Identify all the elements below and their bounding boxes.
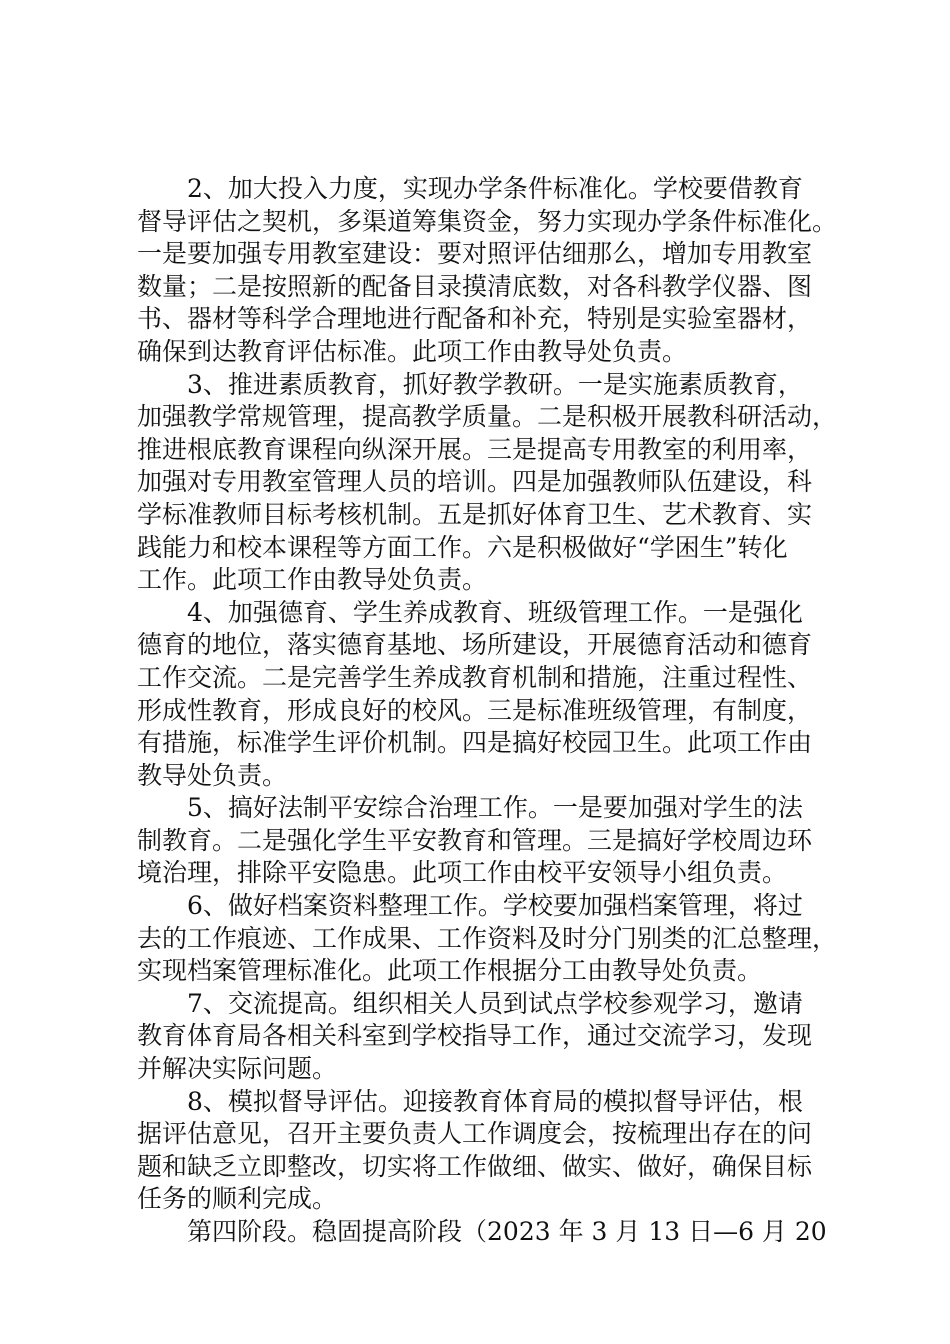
text-line: 第四阶段。稳固提高阶段（2023 年 3 月 13 日—6 月 20 (187, 1217, 827, 1246)
text-line: 一是要加强专用教室建设：要对照评估细那么，增加专用教室 (137, 239, 813, 269)
text-line: 工作。此项工作由教导处负责。 (137, 565, 488, 595)
text-line: 加强对专用教室管理人员的培训。四是加强教师队伍建设，科 (137, 467, 813, 497)
text-line: 实现档案管理标准化。此项工作根据分工由教导处负责。 (137, 956, 763, 986)
text-line: 任务的顺利完成。 (137, 1184, 338, 1214)
text-line: 推进根底教育课程向纵深开展。三是提高专用教室的利用率， (137, 434, 813, 464)
text-line: 践能力和校本课程等方面工作。六是积极做好“学困生”转化 (137, 532, 788, 562)
text-line: 2、加大投入力度，实现办学条件标准化。学校要借教育 (187, 174, 803, 203)
text-line: 题和缺乏立即整改，切实将工作做细、做实、做好，确保目标 (137, 1151, 813, 1181)
text-line: 加强教学常规管理，提高教学质量。二是积极开展教科研活动， (137, 402, 838, 432)
text-line: 教育体育局各相关科室到学校指导工作，通过交流学习，发现 (137, 1021, 813, 1051)
text-line: 德育的地位，落实德育基地、场所建设，开展德育活动和德育 (137, 630, 813, 660)
document-body (137, 173, 838, 1249)
text-line: 6、做好档案资料整理工作。学校要加强档案管理，将过 (187, 891, 803, 921)
text-line: 5、搞好法制平安综合治理工作。一是要加强对学生的法 (187, 793, 803, 823)
text-line: 教导处负责。 (137, 760, 288, 790)
text-line: 境治理，排除平安隐患。此项工作由校平安领导小组负责。 (137, 858, 788, 888)
text-line: 有措施，标准学生评价机制。四是搞好校园卫生。此项工作由 (137, 728, 813, 758)
text-line: 学标准教师目标考核机制。五是抓好体育卫生、艺术教育、实 (137, 499, 813, 529)
text-line: 4、加强德育、学生养成教育、班级管理工作。一是强化 (187, 597, 803, 627)
text-line: 去的工作痕迹、工作成果、工作资料及时分门别类的汇总整理， (137, 923, 838, 953)
text-line: 3、推进素质教育，抓好教学教研。一是实施素质教育， (187, 369, 803, 399)
text-line: 7、交流提高。组织相关人员到试点学校参观学习，邀请 (187, 988, 803, 1018)
text-line: 8、模拟督导评估。迎接教育体育局的模拟督导评估，根 (187, 1086, 803, 1116)
text-line: 数量；二是按照新的配备目录摸清底数，对各科教学仪器、图 (137, 271, 813, 301)
text-line: 确保到达教育评估标准。此项工作由教导处负责。 (137, 336, 688, 366)
text-line: 形成性教育，形成良好的校风。三是标准班级管理，有制度， (137, 695, 813, 725)
text-line: 工作交流。二是完善学生养成教育机制和措施，注重过程性、 (137, 662, 813, 692)
text-line: 据评估意见，召开主要负责人工作调度会，按梳理出存在的问 (137, 1119, 813, 1149)
text-line: 制教育。二是强化学生平安教育和管理。三是搞好学校周边环 (137, 825, 813, 855)
text-line: 督导评估之契机，多渠道筹集资金，努力实现办学条件标准化。 (137, 206, 838, 236)
text-line: 并解决实际问题。 (137, 1054, 338, 1084)
text-line: 书、器材等科学合理地进行配备和补充，特别是实验室器材， (137, 304, 813, 334)
